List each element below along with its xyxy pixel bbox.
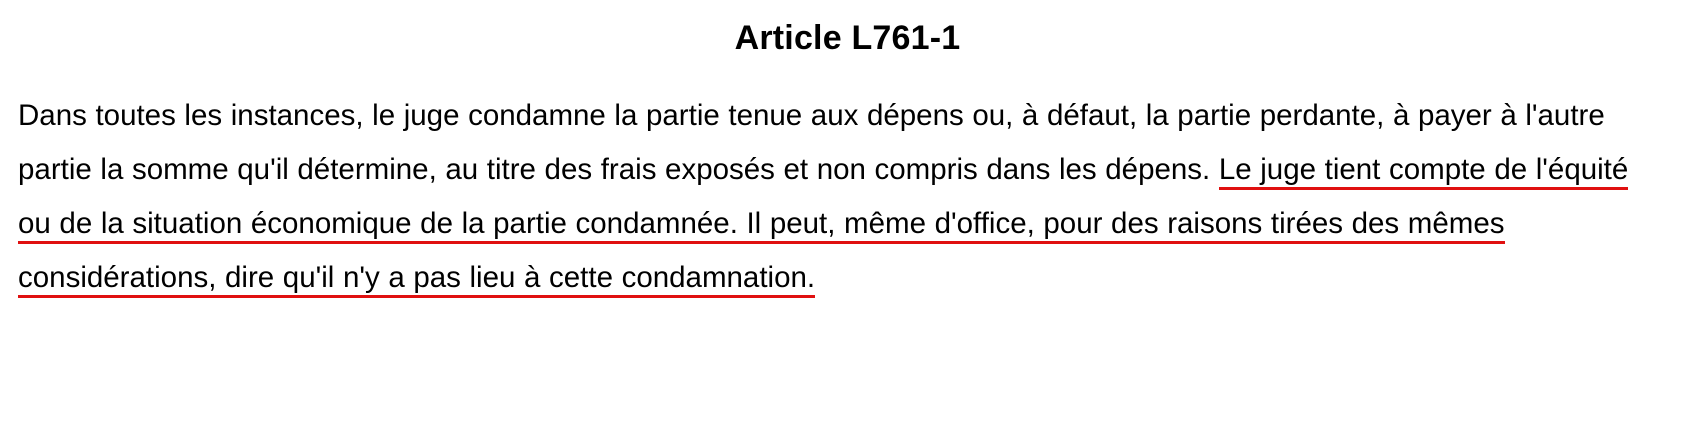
article-body-paragraph <box>18 89 1667 305</box>
article-text-highlighted: Le juge tient compte de l'équité ou de la situation économique de la partie condamnée. Il peut, même d'office, pour des raisons tirées des mêmes considérations, dire qu'il n'y a pas lieu à cette condamnation. <box>18 153 1628 298</box>
page-title: Article L761-1 <box>734 19 961 57</box>
document-page <box>0 18 1685 431</box>
article-text-plain: Dans toutes les instances, le juge condamne la partie tenue aux dépens ou, à défaut, la partie perdante, à payer à l'autre partie la somme qu'il détermine, au titre des frais exposés et non compris dans les dépens. <box>18 98 1605 186</box>
